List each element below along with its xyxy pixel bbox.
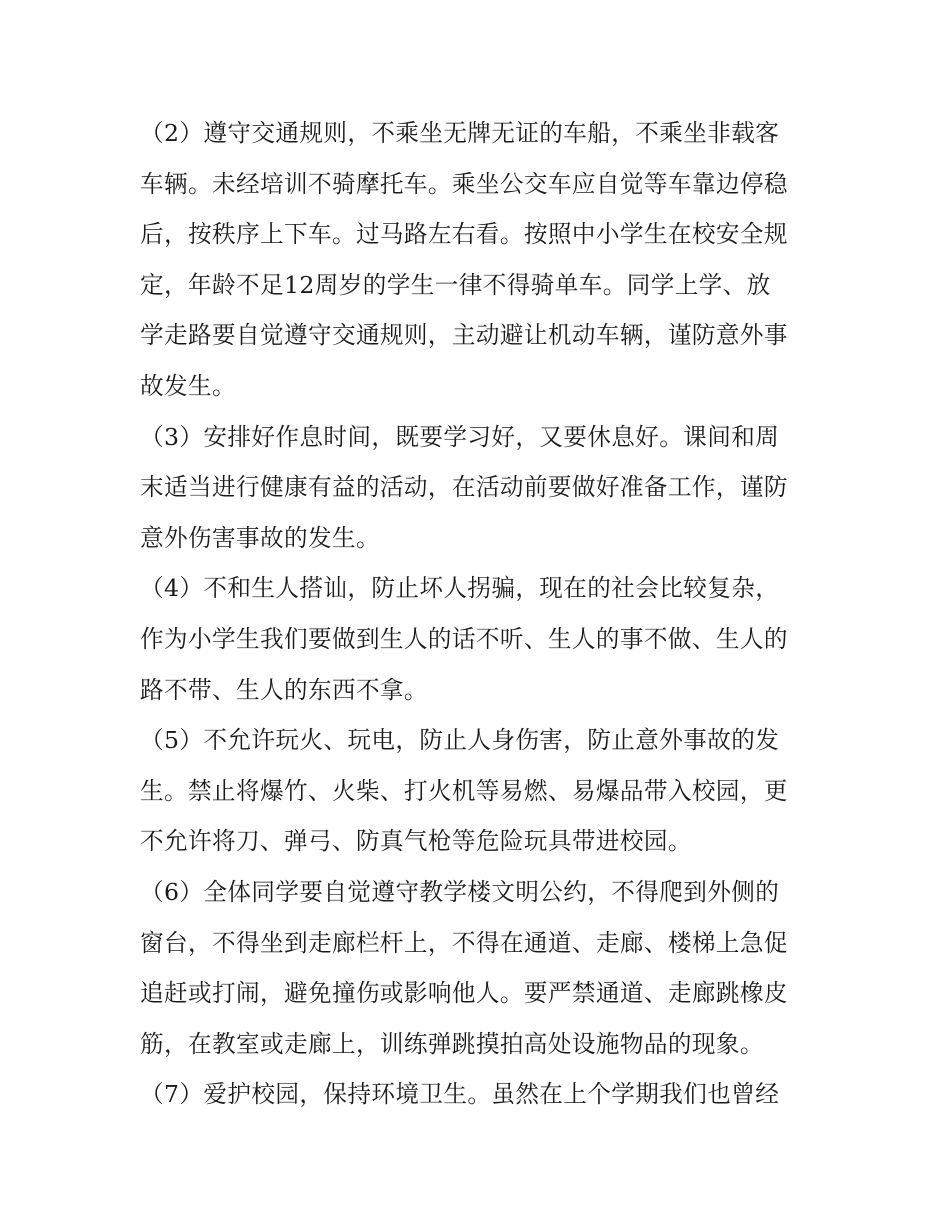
paragraph-strangers xyxy=(140,563,812,715)
text-line: 学走路要自觉遵守交通规则，主动避让机动车辆，谨防意外事 xyxy=(140,321,788,350)
text-line: （7）爱护校园，保持环境卫生。虽然在上个学期我们也曾经 xyxy=(140,1080,780,1109)
text-line: （2）遵守交通规则，不乘坐无牌无证的车船，不乘坐非载客 xyxy=(140,119,780,147)
text-line: 后，按秩序上下车。过马路左右看。按照中小学生在校安全规 xyxy=(140,220,788,249)
paragraph-fire-electricity xyxy=(140,715,812,867)
document-body xyxy=(140,108,812,1120)
text-line: 故发生。 xyxy=(140,371,236,400)
text-line: （3）安排好作息时间，既要学习好，又要休息好。课间和周 xyxy=(140,422,780,451)
text-line: 定，年龄不足12周岁的学生一律不得骑单车。同学上学、放 xyxy=(140,270,771,299)
text-line: 筋，在教室或走廊上，训练弹跳摸拍高处设施物品的现象。 xyxy=(140,1029,764,1058)
text-line: （4）不和生人搭讪，防止坏人拐骗，现在的社会比较复杂， xyxy=(140,574,780,603)
text-line: 意外伤害事故的发生。 xyxy=(140,523,380,552)
paragraph-building-conduct xyxy=(140,867,812,1069)
text-line: 路不带、生人的东西不拿。 xyxy=(140,675,428,704)
text-line: 作为小学生我们要做到生人的话不听、生人的事不做、生人的 xyxy=(140,624,788,653)
paragraph-schedule xyxy=(140,412,812,564)
text-line: 末适当进行健康有益的活动，在活动前要做好准备工作，谨防 xyxy=(140,473,788,502)
text-line: （5）不允许玩火、玩电，防止人身伤害，防止意外事故的发 xyxy=(140,726,780,755)
text-line: 追赶或打闹，避免撞伤或影响他人。要严禁通道、走廊跳橡皮 xyxy=(140,979,788,1008)
text-line: 车辆。未经培训不骑摩托车。乘坐公交车应自觉等车靠边停稳 xyxy=(140,169,788,198)
text-line: 窗台，不得坐到走廊栏杆上，不得在通道、走廊、楼梯上急促 xyxy=(140,928,788,957)
paragraph-traffic-rules xyxy=(140,108,812,412)
text-line: 生。禁止将爆竹、火柴、打火机等易燃、易爆品带入校园，更 xyxy=(140,776,788,805)
text-line: 不允许将刀、弹弓、防真气枪等危险玩具带进校园。 xyxy=(140,827,692,856)
text-line: （6）全体同学要自觉遵守教学楼文明公约，不得爬到外侧的 xyxy=(140,877,780,906)
paragraph-campus-hygiene xyxy=(140,1069,812,1120)
